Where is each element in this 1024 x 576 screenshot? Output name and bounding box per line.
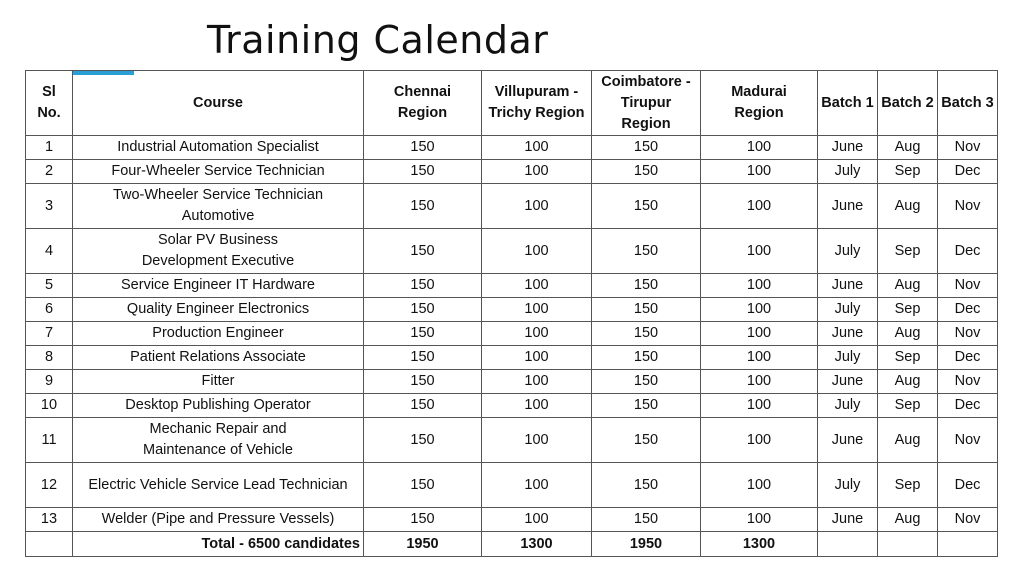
table-row xyxy=(26,322,998,346)
cell-batch-2: Aug xyxy=(878,322,938,346)
cell-course: Fitter xyxy=(73,370,364,394)
cell-madurai: 100 xyxy=(701,508,818,532)
cell-batch-2: Sep xyxy=(878,394,938,418)
header-batch-3: Batch 3 xyxy=(938,71,998,136)
cell-sl-no: 4 xyxy=(26,229,73,274)
cell-madurai: 100 xyxy=(701,370,818,394)
cell-course: Desktop Publishing Operator xyxy=(73,394,364,418)
table-row xyxy=(26,160,998,184)
cell-sl-no: 2 xyxy=(26,160,73,184)
cell-madurai: 100 xyxy=(701,184,818,229)
cell-batch-1: July xyxy=(818,346,878,370)
cell-batch-3: Dec xyxy=(938,463,998,508)
cell-coimbatore: 150 xyxy=(592,370,701,394)
header-sl-no: Sl No. xyxy=(26,71,73,136)
cell-sl-no: 7 xyxy=(26,322,73,346)
cell-madurai: 100 xyxy=(701,394,818,418)
total-batch-2-empty xyxy=(878,532,938,557)
cell-madurai: 100 xyxy=(701,229,818,274)
cell-villupuram: 100 xyxy=(482,274,592,298)
cell-batch-2: Sep xyxy=(878,229,938,274)
cell-course: Electric Vehicle Service Lead Technician xyxy=(73,463,364,508)
cell-coimbatore: 150 xyxy=(592,463,701,508)
total-villupuram: 1300 xyxy=(482,532,592,557)
total-batch-3-empty xyxy=(938,532,998,557)
cell-villupuram: 100 xyxy=(482,463,592,508)
cell-batch-1: July xyxy=(818,463,878,508)
cell-villupuram: 100 xyxy=(482,184,592,229)
total-chennai: 1950 xyxy=(364,532,482,557)
cell-batch-1: June xyxy=(818,184,878,229)
cell-batch-1: June xyxy=(818,274,878,298)
cell-batch-1: June xyxy=(818,136,878,160)
cell-batch-2: Sep xyxy=(878,346,938,370)
cell-course: Quality Engineer Electronics xyxy=(73,298,364,322)
cell-madurai: 100 xyxy=(701,160,818,184)
cell-batch-3: Nov xyxy=(938,322,998,346)
cell-course: Production Engineer xyxy=(73,322,364,346)
cell-sl-no: 1 xyxy=(26,136,73,160)
cell-sl-no: 9 xyxy=(26,370,73,394)
table-row xyxy=(26,370,998,394)
table-row xyxy=(26,418,998,463)
cell-batch-3: Nov xyxy=(938,508,998,532)
cell-course: Mechanic Repair and Maintenance of Vehicle xyxy=(73,418,364,463)
cell-coimbatore: 150 xyxy=(592,229,701,274)
table-row xyxy=(26,346,998,370)
cell-course: Industrial Automation Specialist xyxy=(73,136,364,160)
total-label: Total - 6500 candidates xyxy=(73,532,364,557)
cell-batch-2: Sep xyxy=(878,298,938,322)
cell-batch-2: Aug xyxy=(878,418,938,463)
cell-villupuram: 100 xyxy=(482,160,592,184)
cell-batch-3: Nov xyxy=(938,274,998,298)
header-batch-1: Batch 1 xyxy=(818,71,878,136)
cell-batch-1: June xyxy=(818,322,878,346)
cell-coimbatore: 150 xyxy=(592,160,701,184)
cell-coimbatore: 150 xyxy=(592,346,701,370)
cell-batch-1: July xyxy=(818,160,878,184)
cell-sl-no: 5 xyxy=(26,274,73,298)
cell-villupuram: 100 xyxy=(482,136,592,160)
cell-coimbatore: 150 xyxy=(592,274,701,298)
cell-batch-3: Dec xyxy=(938,394,998,418)
cell-batch-3: Dec xyxy=(938,229,998,274)
cell-madurai: 100 xyxy=(701,298,818,322)
cell-batch-1: June xyxy=(818,418,878,463)
cell-batch-1: June xyxy=(818,508,878,532)
cell-villupuram: 100 xyxy=(482,229,592,274)
cell-batch-3: Nov xyxy=(938,136,998,160)
cell-sl-no: 3 xyxy=(26,184,73,229)
total-row xyxy=(26,532,998,557)
table-row xyxy=(26,274,998,298)
cell-batch-2: Aug xyxy=(878,370,938,394)
cell-batch-2: Aug xyxy=(878,136,938,160)
cell-chennai: 150 xyxy=(364,394,482,418)
cell-batch-3: Nov xyxy=(938,418,998,463)
total-madurai: 1300 xyxy=(701,532,818,557)
cell-batch-1: July xyxy=(818,298,878,322)
cell-chennai: 150 xyxy=(364,508,482,532)
page-title: Training Calendar xyxy=(207,18,549,62)
cell-batch-2: Sep xyxy=(878,160,938,184)
table-row xyxy=(26,136,998,160)
total-coimbatore: 1950 xyxy=(592,532,701,557)
cell-batch-2: Aug xyxy=(878,274,938,298)
cell-course: Two-Wheeler Service Technician Automotive xyxy=(73,184,364,229)
cell-batch-1: July xyxy=(818,229,878,274)
cell-madurai: 100 xyxy=(701,463,818,508)
cell-batch-3: Nov xyxy=(938,370,998,394)
cell-course: Solar PV Business Development Executive xyxy=(73,229,364,274)
cell-chennai: 150 xyxy=(364,184,482,229)
cell-sl-no: 10 xyxy=(26,394,73,418)
cell-chennai: 150 xyxy=(364,346,482,370)
cell-batch-1: July xyxy=(818,394,878,418)
cell-villupuram: 100 xyxy=(482,508,592,532)
cell-villupuram: 100 xyxy=(482,298,592,322)
total-sl-empty xyxy=(26,532,73,557)
table-row xyxy=(26,394,998,418)
cell-chennai: 150 xyxy=(364,298,482,322)
cell-sl-no: 12 xyxy=(26,463,73,508)
header-coimbatore-tirupur-region: Coimbatore - Tirupur Region xyxy=(592,71,701,136)
cell-sl-no: 6 xyxy=(26,298,73,322)
cell-madurai: 100 xyxy=(701,418,818,463)
cell-course: Four-Wheeler Service Technician xyxy=(73,160,364,184)
cell-villupuram: 100 xyxy=(482,418,592,463)
cell-batch-2: Sep xyxy=(878,463,938,508)
cell-batch-1: June xyxy=(818,370,878,394)
cell-villupuram: 100 xyxy=(482,394,592,418)
table-row xyxy=(26,508,998,532)
cell-sl-no: 13 xyxy=(26,508,73,532)
cell-madurai: 100 xyxy=(701,346,818,370)
header-course: Course xyxy=(73,71,364,136)
cell-chennai: 150 xyxy=(364,229,482,274)
table-row xyxy=(26,229,998,274)
cell-chennai: 150 xyxy=(364,136,482,160)
table-row xyxy=(26,298,998,322)
header-row xyxy=(26,71,998,136)
cell-chennai: 150 xyxy=(364,463,482,508)
cell-coimbatore: 150 xyxy=(592,298,701,322)
table-row xyxy=(26,184,998,229)
cell-villupuram: 100 xyxy=(482,370,592,394)
cell-coimbatore: 150 xyxy=(592,322,701,346)
training-calendar-table xyxy=(25,70,998,557)
cell-batch-3: Dec xyxy=(938,160,998,184)
cell-chennai: 150 xyxy=(364,274,482,298)
cell-batch-2: Aug xyxy=(878,508,938,532)
cell-batch-2: Aug xyxy=(878,184,938,229)
cell-coimbatore: 150 xyxy=(592,394,701,418)
cell-chennai: 150 xyxy=(364,418,482,463)
cell-course: Welder (Pipe and Pressure Vessels) xyxy=(73,508,364,532)
cell-course: Patient Relations Associate xyxy=(73,346,364,370)
table-row xyxy=(26,463,998,508)
header-madurai-region: Madurai Region xyxy=(701,71,818,136)
cell-sl-no: 11 xyxy=(26,418,73,463)
cell-batch-3: Nov xyxy=(938,184,998,229)
cell-villupuram: 100 xyxy=(482,322,592,346)
cell-chennai: 150 xyxy=(364,370,482,394)
header-villupuram-trichy-region: Villupuram - Trichy Region xyxy=(482,71,592,136)
header-batch-2: Batch 2 xyxy=(878,71,938,136)
cell-course: Service Engineer IT Hardware xyxy=(73,274,364,298)
cell-coimbatore: 150 xyxy=(592,418,701,463)
cell-villupuram: 100 xyxy=(482,346,592,370)
header-chennai-region: Chennai Region xyxy=(364,71,482,136)
cell-coimbatore: 150 xyxy=(592,184,701,229)
cell-coimbatore: 150 xyxy=(592,508,701,532)
cell-madurai: 100 xyxy=(701,274,818,298)
cell-madurai: 100 xyxy=(701,322,818,346)
cell-batch-3: Dec xyxy=(938,346,998,370)
cell-madurai: 100 xyxy=(701,136,818,160)
cell-coimbatore: 150 xyxy=(592,136,701,160)
total-batch-1-empty xyxy=(818,532,878,557)
cell-batch-3: Dec xyxy=(938,298,998,322)
cell-sl-no: 8 xyxy=(26,346,73,370)
cell-chennai: 150 xyxy=(364,322,482,346)
cell-chennai: 150 xyxy=(364,160,482,184)
